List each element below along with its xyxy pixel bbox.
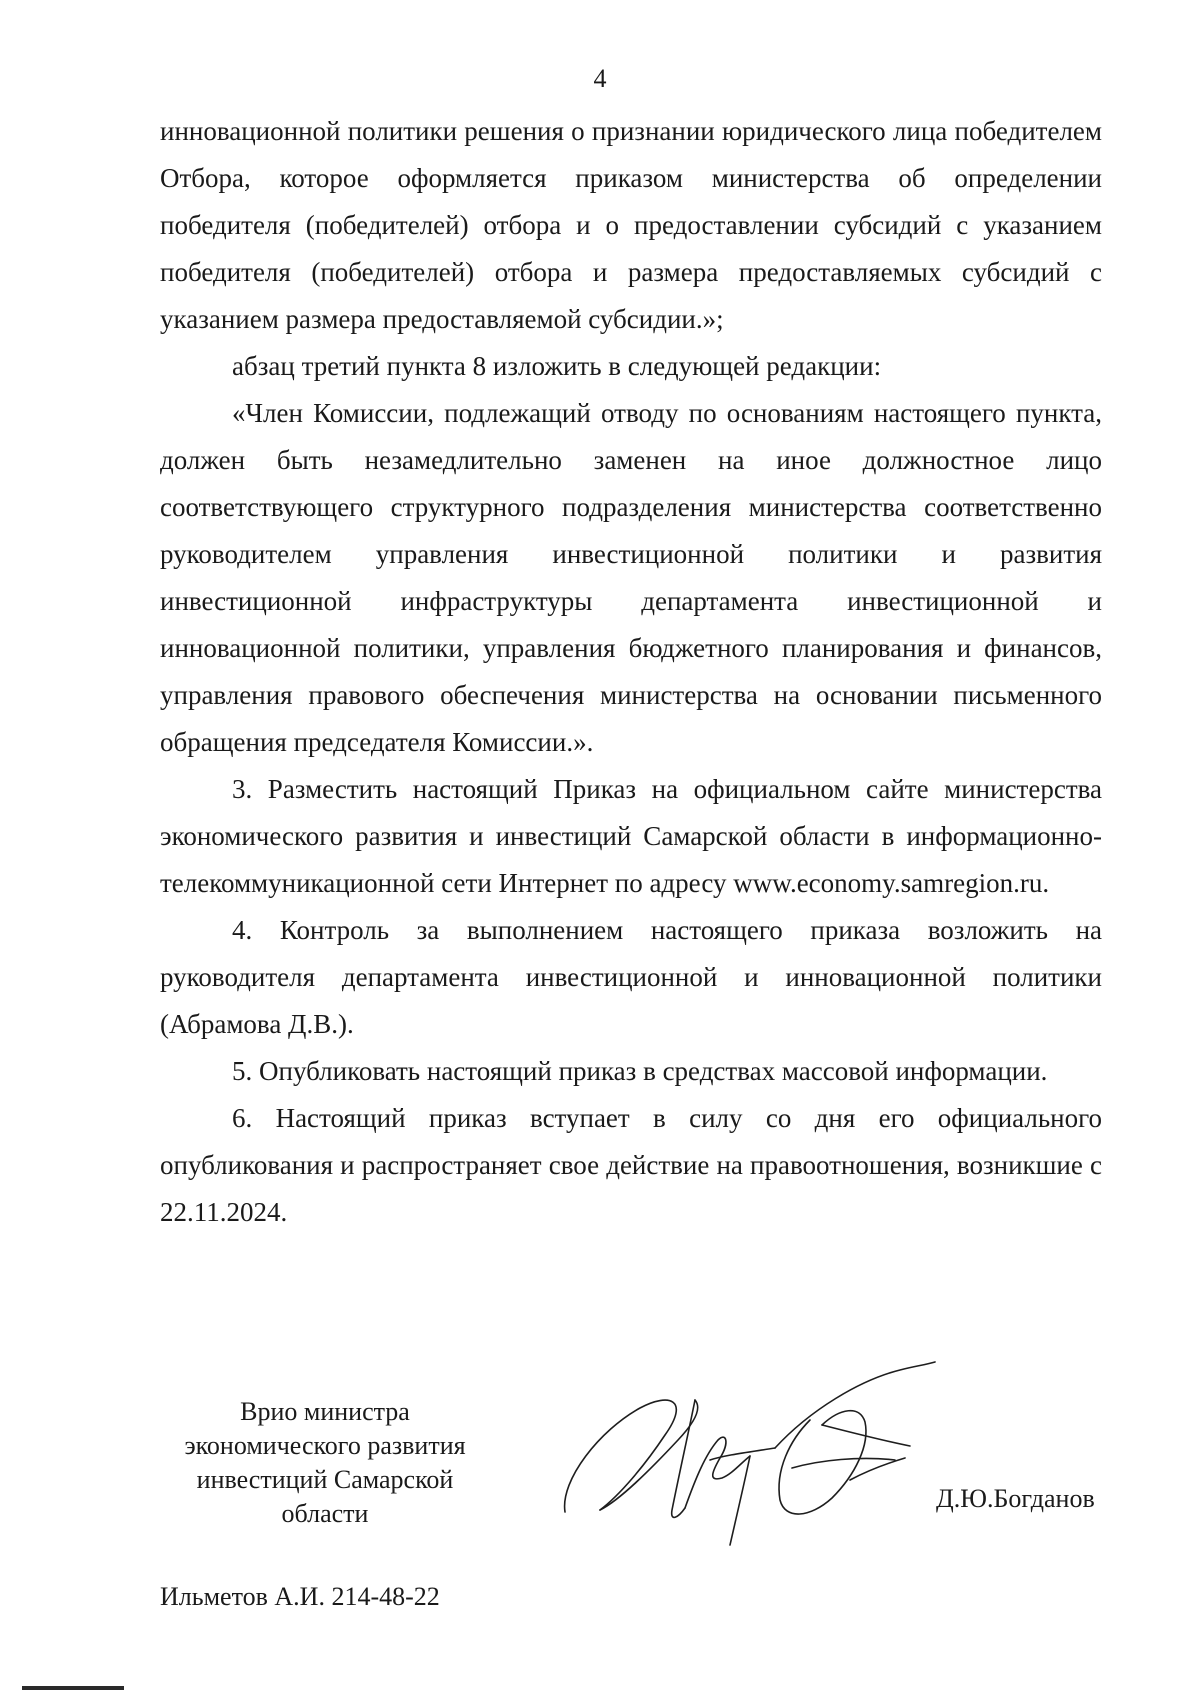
position-line: экономического развития xyxy=(184,1431,466,1460)
scan-edge-mark xyxy=(22,1686,124,1690)
document-body xyxy=(160,108,1102,1236)
paragraph-item-5: 5. Опубликовать настоящий приказ в средствах массовой информации. xyxy=(232,1056,1048,1086)
executor-contact: Ильметов А.И. 214-48-22 xyxy=(160,1582,440,1611)
page-number: 4 xyxy=(593,64,607,93)
position-line: Врио министра xyxy=(240,1397,410,1426)
paragraph-item-3: 3. Разместить настоящий Приказ на официальном сайте министерства экономического развития и инвестиций Самарской области в информационно-телекоммуникационной сети Интернет по адресу www.economy.samregion.ru. xyxy=(160,774,1102,898)
paragraph-amendment-intro: абзац третий пункта 8 изложить в следующей редакции: xyxy=(232,351,882,381)
handwritten-signature xyxy=(560,1360,940,1560)
position-line: области xyxy=(281,1499,369,1528)
paragraph-item-4: 4. Контроль за выполнением настоящего приказа возложить на руководителя департамента инвестиционной и инновационной политики (Абрамова Д.В.). xyxy=(160,915,1102,1039)
paragraph-amendment-text: «Член Комиссии, подлежащий отводу по основаниям настоящего пункта, должен быть незамедлительно заменен на иное должностное лицо соответствующего структурного подразделения министерства соответственно руководителем управления инвестиционной политики и развития инвестиционной инфраструктуры департамента инвестиционной и инновационной политики, управления бюджетного планирования и финансов, управления правового обеспечения министерства на основании письменного обращения председателя Комиссии.». xyxy=(160,398,1102,757)
paragraph-continuation: инновационной политики решения о признании юридического лица победителем Отбора, которое оформляется приказом министерства об определении победителя (победителей) отбора и о предоставлении субсидий с указанием победителя (победителей) отбора и размера предоставляемых субсидий с указанием размера предоставляемой субсидии.»; xyxy=(160,116,1102,334)
position-line: инвестиций Самарской xyxy=(196,1465,454,1494)
signer-name: Д.Ю.Богданов xyxy=(936,1484,1095,1513)
paragraph-item-6: 6. Настоящий приказ вступает в силу со дня его официального опубликования и распространяет свое действие на правоотношения, возникшие с 22.11.2024. xyxy=(160,1103,1102,1227)
signatory-position xyxy=(160,1395,490,1531)
